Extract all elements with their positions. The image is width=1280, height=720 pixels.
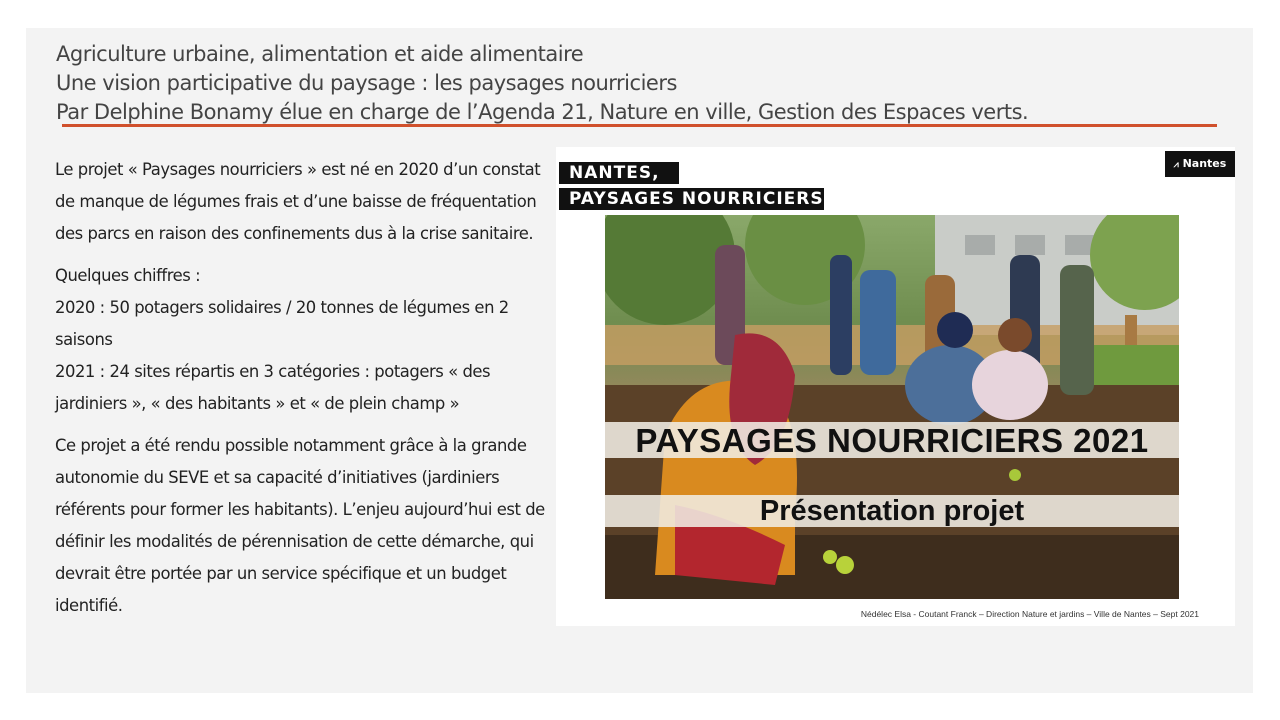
banner-line-2: PAYSAGES NOURRICIERS — [559, 188, 824, 210]
figure-2021: 2021 : 24 sites répartis en 3 catégories : potagers « des jardiniers », « des habitants » et « de plein champ » — [55, 362, 491, 413]
logo-mark-icon: ⩘ — [1173, 160, 1179, 170]
nantes-logo — [1165, 151, 1235, 177]
slide-header — [56, 40, 1236, 127]
header-line-1: Agriculture urbaine, alimentation et aide alimentaire — [56, 42, 584, 66]
figures-title: Quelques chiffres : — [55, 266, 201, 285]
accent-rule — [62, 124, 1217, 127]
body-text — [55, 154, 545, 632]
project-image-card — [556, 147, 1235, 626]
banner-line-1: NANTES, — [559, 162, 679, 184]
figures-block — [55, 260, 545, 420]
garden-photo — [605, 215, 1179, 599]
slide — [26, 28, 1253, 693]
header-line-3: Par Delphine Bonamy élue en charge de l’Agenda 21, Nature en ville, Gestion des Espaces verts. — [56, 100, 1029, 124]
figure-2020: 2020 : 50 potagers solidaires / 20 tonnes de légumes en 2 saisons — [55, 298, 509, 349]
photo-overlay-subtitle: Présentation projet — [605, 495, 1179, 527]
photo-overlay-title: PAYSAGES NOURRICIERS 2021 — [605, 422, 1179, 458]
logo-text: Nantes — [1182, 157, 1227, 170]
intro-paragraph: Le projet « Paysages nourriciers » est né en 2020 d’un constat de manque de légumes frais et d’une baisse de fréquentation des parcs en raison des confinements dus à la crise sanitaire. — [55, 160, 541, 243]
header-line-2: Une vision participative du paysage : les paysages nourriciers — [56, 71, 677, 95]
conclusion-paragraph: Ce projet a été rendu possible notamment grâce à la grande autonomie du SEVE et sa capacité d’initiatives (jardiniers référents pour former les habitants). L’enjeu aujourd’hui est de définir les modalités de pérennisation de cette démarche, qui devrait être portée par un service spécifique et un budget identifié. — [55, 436, 545, 615]
garden-photo-illustration — [605, 215, 1179, 599]
photo-credit: Nédélec Elsa - Coutant Franck – Direction Nature et jardins – Ville de Nantes – Sept 2021 — [860, 609, 1199, 619]
